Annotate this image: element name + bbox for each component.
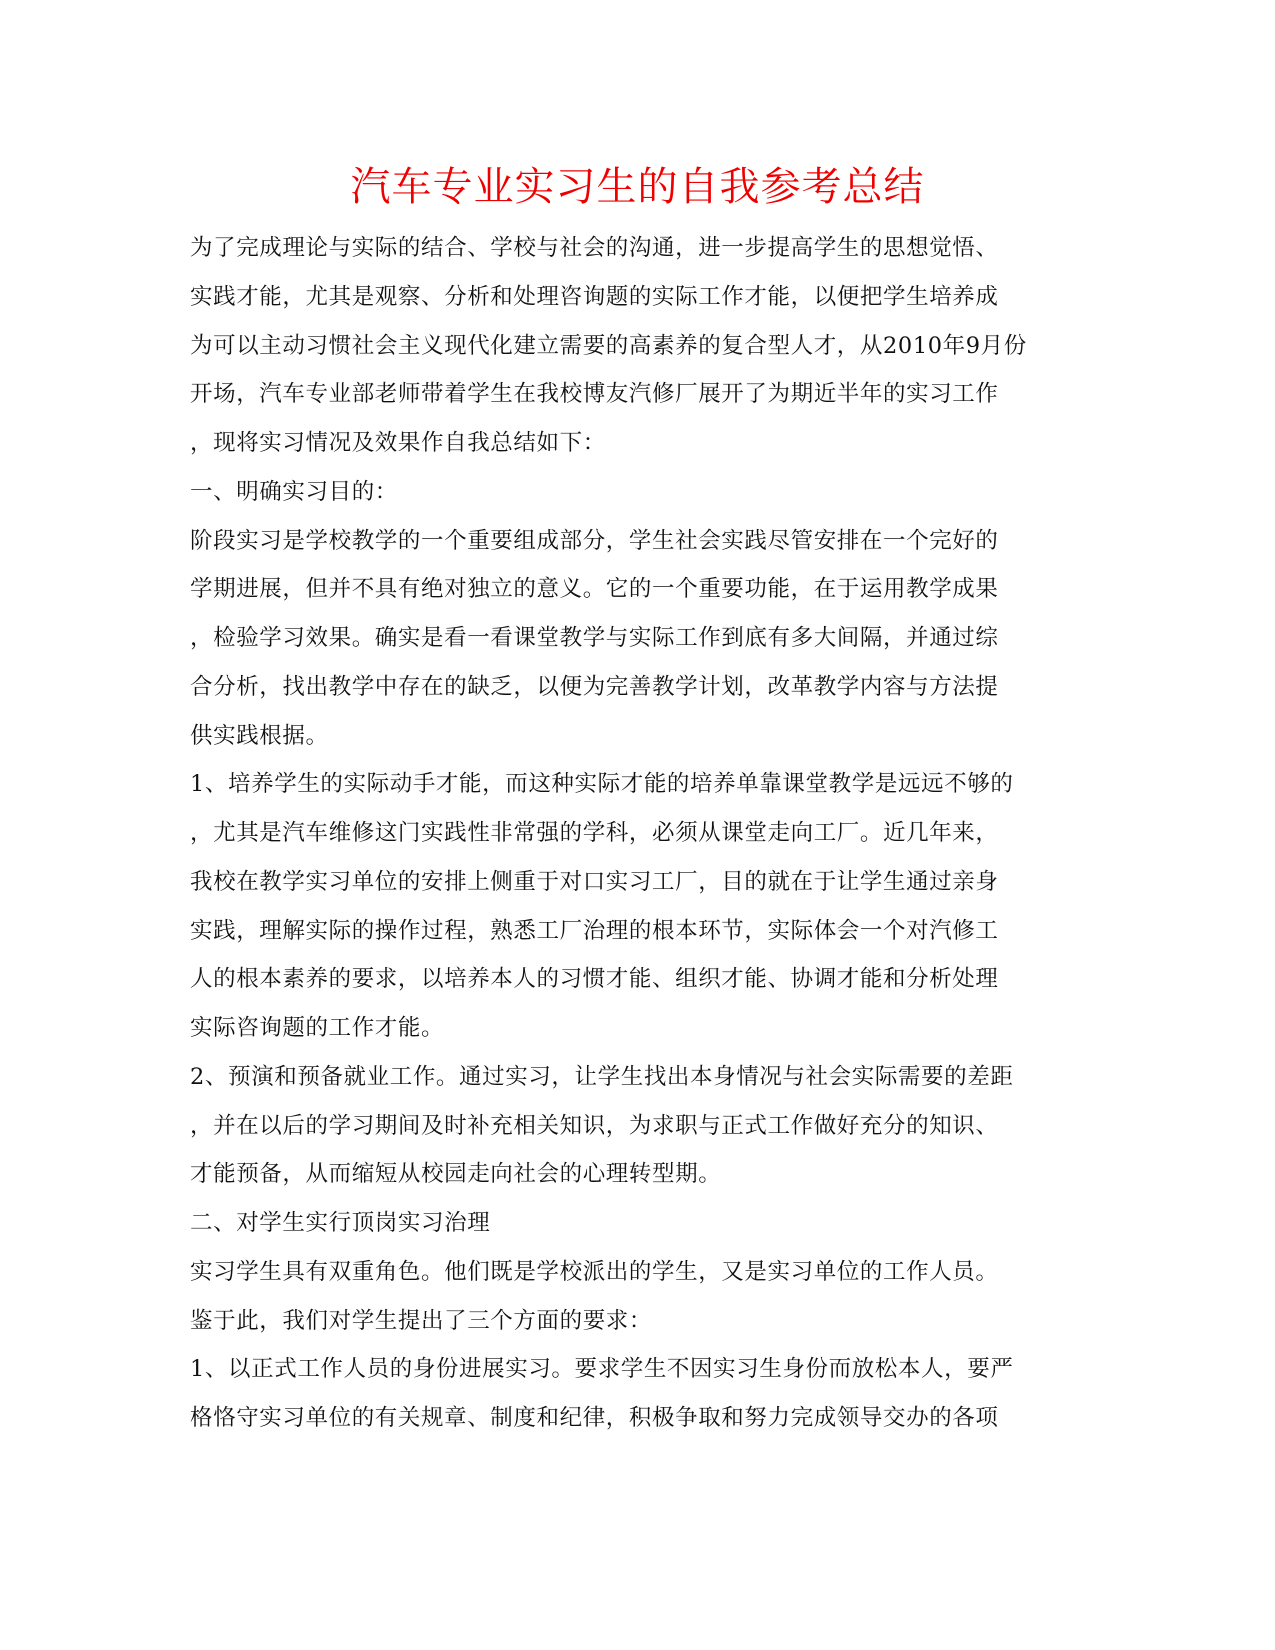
text-line: 合分析，找出教学中存在的缺乏，以便为完善教学计划，改革教学内容与方法提 [190, 673, 999, 700]
text-line: 实践才能，尤其是观察、分析和处理咨询题的实际工作才能，以便把学生培养成 [190, 283, 999, 310]
section-heading: 一、明确实习目的： [190, 478, 398, 505]
text-line: ，并在以后的学习期间及时补充相关知识，为求职与正式工作做好充分的知识、 [190, 1112, 999, 1139]
section-heading: 二、对学生实行顶岗实习治理 [190, 1210, 491, 1236]
text-line: 才能预备，从而缩短从校园走向社会的心理转型期。 [190, 1161, 722, 1188]
text-line: 人的根本素养的要求，以培养本人的习惯才能、组织才能、协调才能和分析处理 [190, 966, 999, 993]
text-line: 鉴于此，我们对学生提出了三个方面的要求： [190, 1307, 653, 1334]
text-line: 为可以主动习惯社会主义现代化建立需要的高素养的复合型人才，从2010年9月份 [190, 332, 1027, 359]
text-line: 实际咨询题的工作才能。 [190, 1015, 445, 1041]
text-line: 实习学生具有双重角色。他们既是学校派出的学生，又是实习单位的工作人员。 [190, 1258, 999, 1285]
document-title: 汽车专业实习生的自我参考总结 [350, 164, 925, 210]
text-line: 供实践根据。 [190, 722, 329, 749]
text-line: 阶段实习是学校教学的一个重要组成部分，学生社会实践尽管安排在一个完好的 [190, 527, 999, 554]
text-line: 我校在教学实习单位的安排上侧重于对口实习工厂，目的就在于让学生通过亲身 [190, 868, 999, 895]
text-line: ，现将实习情况及效果作自我总结如下： [190, 430, 606, 456]
text-line: 实践，理解实际的操作过程，熟悉工厂治理的根本环节，实际体会一个对汽修工 [190, 917, 999, 944]
text-line: 学期进展，但并不具有绝对独立的意义。它的一个重要功能，在于运用教学成果 [190, 576, 999, 603]
text-line: 1、培养学生的实际动手才能，而这种实际才能的培养单靠课堂教学是远远不够的 [190, 771, 1014, 798]
text-line: 2、预演和预备就业工作。通过实习，让学生找出本身情况与社会实际需要的差距 [190, 1063, 1014, 1090]
text-line: 开场，汽车专业部老师带着学生在我校博友汽修厂展开了为期近半年的实习工作 [190, 381, 999, 408]
text-line: ，尤其是汽车维修这门实践性非常强的学科，必须从课堂走向工厂。近几年来， [190, 820, 999, 846]
text-line: 1、以正式工作人员的身份进展实习。要求学生不因实习生身份而放松本人，要严 [190, 1356, 1014, 1383]
text-line: ，检验学习效果。确实是看一看课堂教学与实际工作到底有多大间隔，并通过综 [190, 625, 999, 651]
document-body [190, 224, 1095, 1443]
text-line: 格恪守实习单位的有关规章、制度和纪律，积极争取和努力完成领导交办的各项 [190, 1405, 999, 1431]
text-line: 为了完成理论与实际的结合、学校与社会的沟通，进一步提高学生的思想觉悟、 [190, 235, 999, 261]
